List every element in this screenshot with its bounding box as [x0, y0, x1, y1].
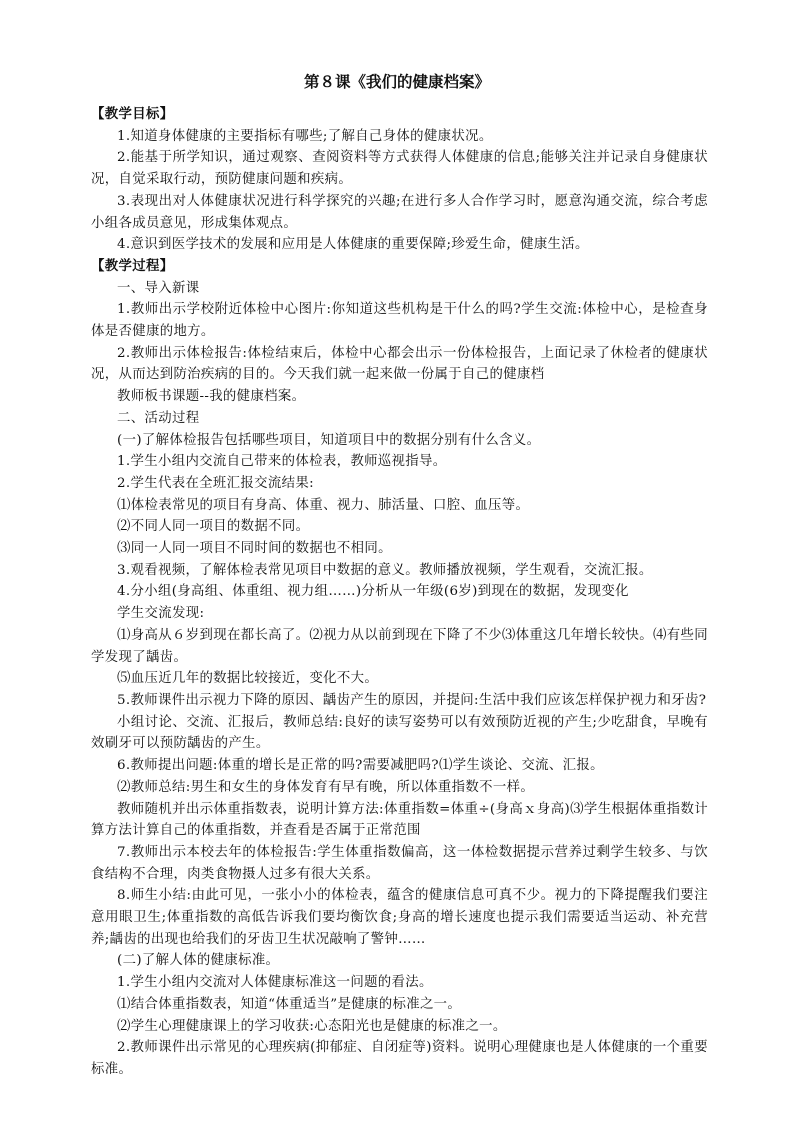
- document-title: 第８课《我们的健康档案》: [303, 72, 490, 91]
- paragraph: 小组讨论、交流、汇报后，教师总结:良好的读写姿势可以有效预防近视的产生;少吃甜食，早晚有效刷牙可以预防龋齿的产生。: [91, 714, 708, 752]
- paragraph: ⑶同一人同一项目不同时间的数据也不相同。: [117, 541, 392, 557]
- paragraph: ⑴体检表常见的项目有身高、体重、视力、肺活量、口腔、血压等。: [117, 497, 530, 513]
- paragraph: 6.教师提出问题:体重的增长是正常的吗?需要减肥吗?⑴学生谈论、交流、汇报。: [117, 758, 604, 774]
- paragraph: 3.观看视频，了解体检表常见项目中数据的意义。教师播放视频，学生观看，交流汇报。: [117, 562, 653, 578]
- paragraph: ⑵学生心理健康课上的学习收获:心态阳光也是健康的标准之一。: [117, 1018, 507, 1034]
- paragraph: ⑵教师总结:男生和女生的身体发育有早有晚，所以体重指数不一样。: [117, 779, 535, 795]
- paragraph: 1.学生小组内交流自己带来的体检表，教师巡视指导。: [117, 454, 447, 470]
- document-body: [91, 104, 708, 1081]
- paragraph: 8.师生小结:由此可见，一张小小的体检表，蕴含的健康信息可真不少。视力的下降提醒我们要注意用眼卫生;体重指数的高低告诉我们要均衡饮食;身高的增长速度也提示我们需要适当运动、补充营养;龋齿的出现也给我们的牙齿卫生状况敲响了警钟……: [91, 888, 708, 947]
- paragraph: (一)了解体检报告包括哪些项目，知道项目中的数据分别有什么含义。: [117, 432, 541, 448]
- paragraph: 2.能基于所学知识，通过观察、查阅资料等方式获得人体健康的信息;能够关注并记录自身健康状况，自觉采取行动，预防健康问题和疾病。: [91, 150, 708, 188]
- paragraph: 3.表现出对人体健康状况进行科学探究的兴趣;在进行多人合作学习时，愿意沟通交流，综合考虑小组各成员意见，形成集体观点。: [91, 193, 708, 231]
- paragraph: ⑴身高从６岁到现在都长高了。⑵视力从以前到现在下降了不少⑶体重这几年增长较快。⑷有些同学发现了龋齿。: [91, 627, 708, 665]
- paragraph: 2.教师出示体检报告:体检结束后，体检中心都会出示一份体检报告，上面记录了休检者的健康状况，从而达到防治疾病的目的。今天我们就一起来做一份属于自己的健康档: [91, 345, 708, 383]
- paragraph: ⑴结合体重指数表，知道“体重适当”是健康的标准之一。: [117, 996, 462, 1012]
- paragraph: 1.知道身体健康的主要指标有哪些;了解自己身体的健康状况。: [117, 128, 493, 144]
- section-heading-objectives: 【教学目标】: [91, 106, 174, 122]
- subheading: 二、活动过程: [117, 410, 200, 426]
- paragraph: 2.教师课件出示常见的心理疾病(抑郁症、自闭症等)资料。说明心理健康也是人体健康的一个重要标准。: [91, 1040, 708, 1077]
- paragraph: 1.学生小组内交流对人体健康标准这一问题的看法。: [117, 975, 433, 991]
- paragraph: ⑵不同人同一项目的数据不同。: [117, 519, 310, 535]
- paragraph: 4.分小组(身高组、体重组、视力组……)分析从一年级(6岁)到现在的数据，发现变化: [117, 584, 629, 600]
- paragraph: 2.学生代表在全班汇报交流结果:: [117, 475, 314, 491]
- paragraph: 教师随机并出示体重指数表，说明计算方法:体重指数=体重÷(身高ｘ身高)⑶学生根据体重指数计算方法计算自己的体重指数，并查看是否属于正常范围: [91, 801, 708, 839]
- section-heading-process: 【教学过程】: [91, 257, 174, 274]
- paragraph: 7.教师出示本校去年的体检报告:学生体重指数偏高，这一体检数据提示营养过剩学生较多、与饮食结构不合理，肉类食物摄人过多有很大关系。: [91, 844, 708, 882]
- paragraph: 4.意识到医学技术的发展和应用是人体健康的重要保障;珍爱生命，健康生活。: [117, 237, 589, 253]
- paragraph: 教师板书课题--我的健康档案。: [117, 389, 306, 405]
- paragraph: ⑸血压近几年的数据比较接近，变化不大。: [117, 671, 379, 687]
- paragraph: 学生交流发现:: [117, 606, 205, 622]
- paragraph: 1.教师出示学校附近体检中心图片:你知道这些机构是干什么的吗?学生交流:体检中心，是检查身体是否健康的地方。: [91, 302, 708, 340]
- subheading: (二)了解人体的健康标准。: [117, 953, 280, 969]
- paragraph: 5.教师课件出示视力下降的原因、龋齿产生的原因，并提问:生活中我们应该怎样保护视力和牙齿?: [117, 692, 707, 708]
- subheading: 一、导入新课: [117, 280, 200, 296]
